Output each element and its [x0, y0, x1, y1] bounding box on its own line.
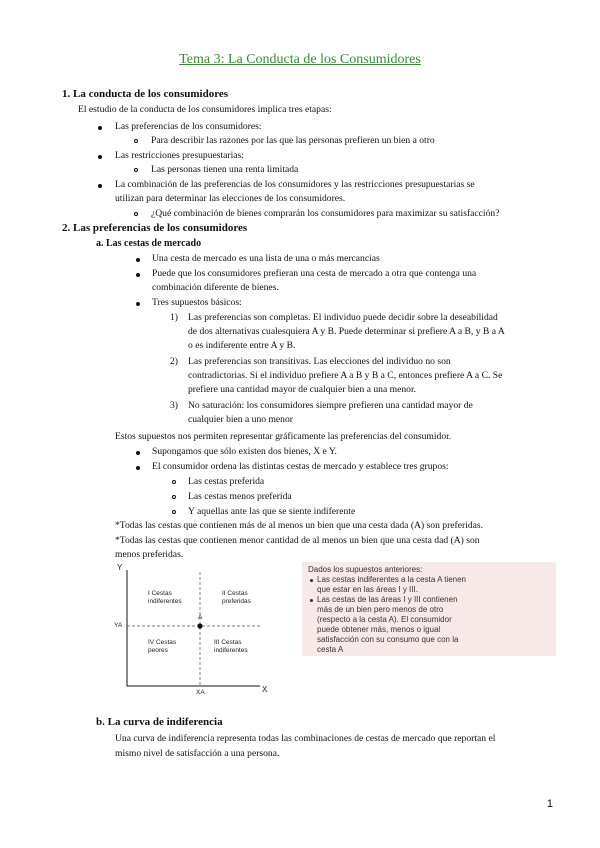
list-item: Las personas tienen una renta limitada [151, 164, 299, 175]
note-line: que estar en las áreas I y III. [317, 585, 418, 594]
y-axis-label: Y [117, 563, 123, 572]
circle-bullet-icon [172, 510, 176, 514]
list-item: Las preferencias de los consumidores: [115, 121, 262, 132]
bullet-icon [136, 258, 140, 262]
page-number: 1 [546, 798, 553, 810]
numbered-item: o es indiferente entre A y B. [188, 340, 296, 351]
preference-quadrant-figure [110, 562, 290, 702]
list-item: Tres supuestos básicos: [152, 297, 242, 308]
section-1-intro: El estudio de la conducta de los consumidores implica tres etapas: [78, 104, 332, 115]
bullet-icon [136, 466, 140, 470]
note-line: *Todas las cestas que contienen más de al menos un bien que una cesta dada (A) son preferidas. [115, 520, 484, 531]
bullet-icon [98, 184, 102, 188]
list-item: Puede que los consumidores prefieran una cesta de mercado a otra que contenga una [152, 268, 477, 279]
note-line: puede obtener más, menos o igual [317, 625, 441, 634]
list-item: Para describir las razones por las que las personas prefieren un bien a otro [151, 135, 435, 146]
bullet-icon [136, 302, 140, 306]
note-line: Dados los supuestos anteriores: [308, 565, 423, 574]
numbered-item: Las preferencias son completas. El individuo puede decidir sobre la deseabilidad [188, 312, 498, 323]
paragraph: Una curva de indiferencia representa todas las combinaciones de cestas de mercado que reportan el [115, 733, 496, 744]
list-item: El consumidor ordena las distintas cestas de mercado y establece tres grupos: [152, 461, 449, 472]
subsection-b-heading: b. La curva de indiferencia [96, 716, 223, 728]
note-line: *Todas las cestas que contienen menor cantidad de al menos un bien que una cesta dad (A) son [115, 535, 480, 546]
numbered-marker: 3) [170, 400, 178, 411]
quadrant-i-label: indiferentes [148, 598, 182, 605]
circle-bullet-icon [172, 495, 176, 499]
list-item: combinación diferente de bienes. [152, 282, 279, 293]
note-line: cesta A [317, 645, 344, 654]
list-item: Las cestas preferida [188, 476, 265, 487]
quadrant-ii-label: II Cestas [222, 590, 248, 597]
list-item: Y aquellas ante las que se siente indiferente [188, 506, 356, 517]
subsection-a-heading: a. Las cestas de mercado [96, 238, 202, 249]
quadrant-iii-label: indiferentes [214, 647, 248, 654]
circle-bullet-icon [134, 212, 138, 216]
quadrant-iii-label: III Cestas [214, 639, 242, 646]
note-line: Las cestas de las áreas I y III contienen [317, 595, 458, 604]
list-item: Supongamos que sólo existen dos bienes, X e Y. [152, 446, 337, 457]
note-line: (respecto a la cesta A). El consumidor [317, 615, 452, 624]
x-axis-label: X [262, 685, 268, 694]
circle-bullet-icon [134, 139, 138, 143]
list-item: Las restricciones presupuestarias: [115, 150, 244, 161]
numbered-item: Las preferencias son transitivas. Las elecciones del individuo no son [188, 356, 451, 367]
bullet-icon [310, 599, 313, 602]
list-item: Las cestas menos preferida [188, 491, 292, 502]
xa-label: XA [196, 689, 205, 696]
quadrant-lines [110, 562, 290, 702]
quadrant-i-label: I Cestas [148, 590, 172, 597]
section-2-heading: 2. Las preferencias de los consumidores [62, 222, 248, 234]
note-line: menos preferidas. [115, 549, 184, 560]
bullet-icon [98, 126, 102, 130]
section-1-heading: 1. La conducta de los consumidores [62, 88, 229, 100]
note-line: Las cestas indiferentes a la cesta A tienen [317, 575, 466, 584]
list-item: Una cesta de mercado es una lista de una o más mercancías [152, 253, 380, 264]
page-title: Tema 3: La Conducta de los Consumidores [179, 52, 421, 67]
circle-bullet-icon [172, 480, 176, 484]
numbered-item: No saturación: los consumidores siempre prefieren una cantidad mayor de [188, 400, 473, 411]
numbered-item: cualquier bien a uno menor [188, 414, 293, 425]
list-item: utilizan para determinar las elecciones de los consumidores. [115, 193, 346, 204]
note-line: más de un bien pero menos de otro [317, 605, 444, 614]
note-box [302, 562, 556, 656]
paragraph: mismo nivel de satisfacción a una persona. [115, 748, 280, 759]
list-item: La combinación de las preferencias de los consumidores y las restricciones presupuestarias se [115, 179, 475, 190]
circle-bullet-icon [134, 168, 138, 172]
paragraph: Estos supuestos nos permiten representar gráficamente las preferencias del consumidor. [115, 431, 452, 442]
quadrant-iv-label: peores [148, 647, 168, 654]
numbered-item: de dos alternativas cualesquiera A y B. Puede determinar si prefiere A a B, y B a A [188, 326, 505, 337]
note-line: satisfacción con su consumo que con la [317, 635, 459, 644]
numbered-item: contradictorias. Si el individuo prefiere A a B y B a C, entonces prefiere A a C. Se [188, 370, 503, 381]
ya-label: YA [114, 622, 123, 629]
numbered-marker: 2) [170, 356, 178, 367]
bullet-icon [136, 273, 140, 277]
bullet-icon [98, 155, 102, 159]
numbered-item: prefiere una cantidad mayor de cualquier bien a una menor. [188, 384, 417, 395]
bullet-icon [136, 451, 140, 455]
numbered-marker: 1) [170, 312, 178, 323]
list-item: ¿Qué combinación de bienes comprarán los consumidores para maximizar su satisfacción? [151, 208, 500, 219]
bullet-icon [310, 579, 313, 582]
quadrant-ii-label: preferidas [222, 598, 251, 605]
point-a-label: A [198, 614, 203, 621]
quadrant-iv-label: IV Cestas [148, 639, 177, 646]
